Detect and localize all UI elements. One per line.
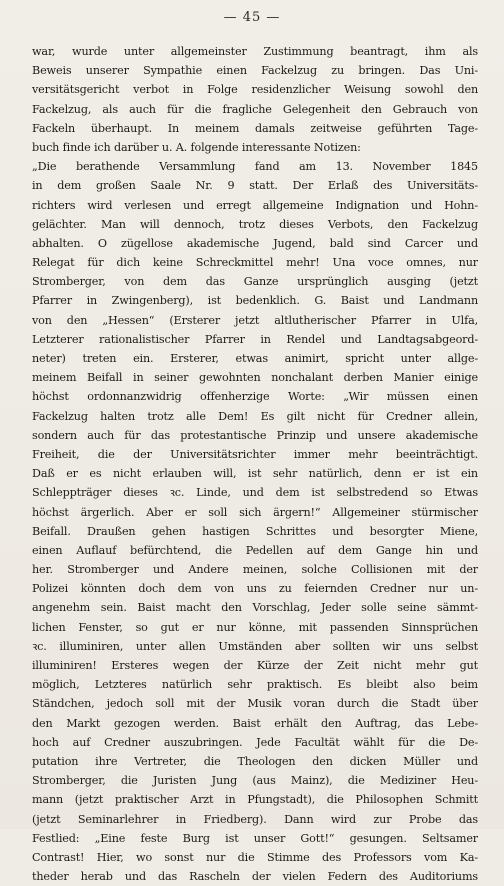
text-line: gelächter. Man will dennoch, trotz dieses Verbots, den Fackelzug: [32, 217, 478, 231]
text-line: (jetzt Seminarlehrer in Friedberg). Dann wird zur Probe das: [32, 812, 478, 826]
text-line: buch finde ich darüber u. A. folgende interessante Notizen:: [32, 140, 361, 154]
text-line: Schleppträger dieses ꝛc. Linde, und dem ist selbstredend so Etwas: [32, 486, 478, 500]
text-line: mann (jetzt praktischer Arzt in Pfungstadt), die Philosophen Schmitt: [32, 793, 478, 807]
text-line: Daß er es nicht erlauben will, ist sehr natürlich, denn er ist ein: [32, 467, 478, 481]
text-line: Stromberger, die Juristen Jung (aus Mainz), die Mediziner Heu-: [32, 774, 478, 788]
text-line: Relegat für dich keine Schreckmittel mehr! Una voce omnes, nur: [32, 256, 478, 270]
text-line: Contrast! Hier, wo sonst nur die Stimme des Professors vom Ka-: [32, 850, 478, 864]
text-line: „Die berathende Versammlung fand am 13. November 1845: [32, 160, 478, 174]
text-line: Beweis unserer Sympathie einen Fackelzug zu bringen. Das Uni-: [32, 64, 478, 78]
text-line: ꝛc. illuminiren, unter allen Umständen aber sollten wir uns selbst: [32, 639, 478, 653]
text-line: versitätsgericht verbot in Folge residenzlicher Weisung sowohl den: [32, 83, 478, 97]
text-line: hoch auf Credner auszubringen. Jede Facultät wählt für die De-: [32, 735, 478, 749]
text-line: Ständchen, jedoch soll mit der Musik voran durch die Stadt über: [32, 697, 478, 711]
text-line: lichen Fenster, so gut er nur könne, mit passenden Sinnsprüchen: [32, 620, 478, 634]
text-line: Fackeln überhaupt. In meinem damals zeitweise geführten Tage-: [32, 121, 478, 135]
text-line: angenehm sein. Baist macht den Vorschlag, Jeder solle seine sämmt-: [32, 601, 478, 615]
text-line: Pfarrer in Zwingenberg), ist bedenklich. G. Baist und Landmann: [32, 294, 478, 308]
text-line: sondern auch für das protestantische Prinzip und unsere akademische: [32, 428, 478, 442]
text-line: Polizei könnten doch dem von uns zu feiernden Credner nur un-: [32, 582, 478, 596]
text-line: Beifall. Draußen gehen hastigen Schrittes und besorgter Miene,: [32, 524, 478, 538]
text-line: putation ihre Vertreter, die Theologen den dicken Müller und: [32, 754, 478, 768]
text-line: richters wird verlesen und erregt allgemeine Indignation und Hohn-: [32, 198, 478, 212]
text-line: den Markt gezogen werden. Baist erhält den Auftrag, das Lebe-: [32, 716, 478, 730]
text-line: theder herab und das Rascheln der vielen Federn des Auditoriums: [32, 870, 478, 884]
text-line: möglich, Letzteres natürlich sehr praktisch. Es bleibt also beim: [32, 678, 478, 692]
page-number: — 45 —: [223, 10, 281, 25]
text-line: Freiheit, die der Universitätsrichter immer mehr beeinträchtigt.: [32, 447, 478, 461]
text-line: her. Stromberger und Andere meinen, solche Collisionen mit der: [32, 563, 478, 577]
text-line: neter) treten ein. Ersterer, etwas animirt, spricht unter allge-: [32, 352, 478, 365]
text-line: meinem Beifall in seiner gewohnten nonchalant derben Manier einige: [32, 371, 478, 385]
text-line: Fackelzug halten trotz alle Dem! Es gilt nicht für Credner allein,: [32, 409, 478, 423]
text-line: in dem großen Saale Nr. 9 statt. Der Erlaß des Universitäts-: [32, 179, 478, 193]
text-line: illuminiren! Ersteres wegen der Kürze der Zeit nicht mehr gut: [32, 659, 478, 672]
text-line: einen Auflauf befürchtend, die Pedellen auf dem Gange hin und: [32, 543, 478, 557]
text-line: war, wurde unter allgemeinster Zustimmung beantragt, ihm als: [32, 45, 478, 58]
text-line: Letzterer rationalistischer Pfarrer in Rendel und Landtagsabgeord-: [32, 332, 478, 346]
page-text: [32, 42, 478, 886]
text-line: höchst ordonnanzwidrig offenherzige Worte: „Wir müssen einen: [32, 390, 478, 404]
text-line: von den „Hessen“ (Ersterer jetzt altlutherischer Pfarrer in Ulfa,: [32, 313, 478, 327]
text-line: Festlied: „Eine feste Burg ist unser Gott!“ gesungen. Seltsamer: [32, 831, 478, 845]
text-line: Stromberger, von dem das Ganze ursprünglich ausging (jetzt: [32, 275, 478, 289]
text-line: abhalten. O zügellose akademische Jugend, bald sind Carcer und: [32, 236, 478, 250]
text-line: höchst ärgerlich. Aber er soll sich ärgern!“ Allgemeiner stürmischer: [32, 505, 478, 519]
text-line: Fackelzug, als auch für die fragliche Gelegenheit den Gebrauch von: [32, 102, 478, 116]
